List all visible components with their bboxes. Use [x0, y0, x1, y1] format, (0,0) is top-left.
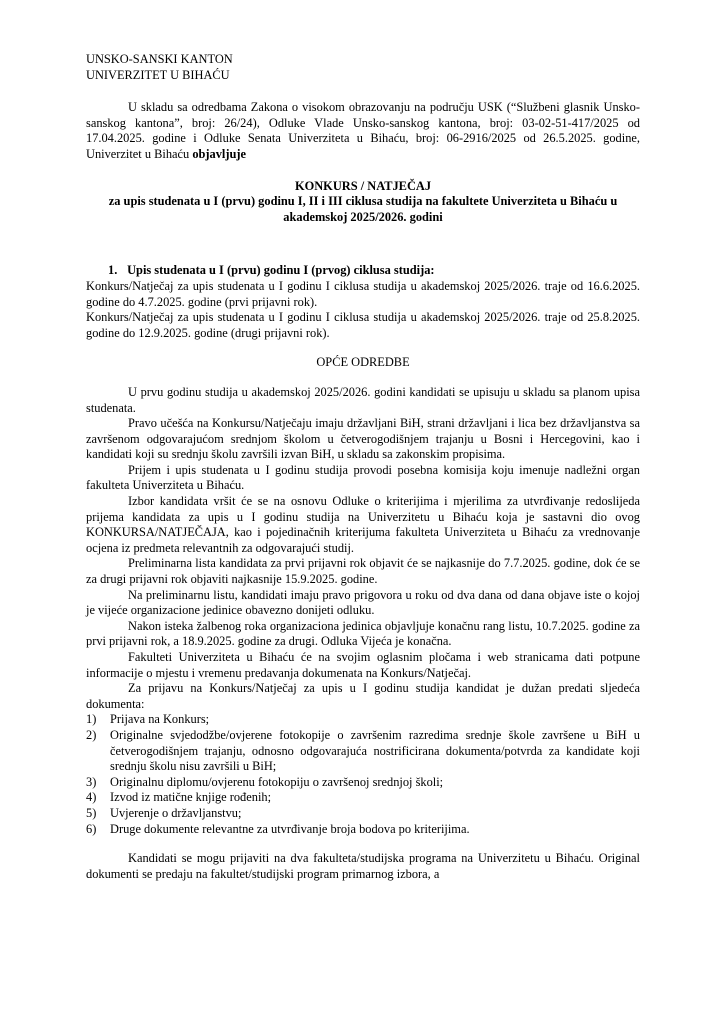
list-item-text: Uvjerenje o državljanstvu; [110, 805, 242, 820]
list-item [86, 728, 640, 775]
list-item-number: 3) [86, 774, 97, 789]
general-paragraph: Nakon isteka žalbenog roka organizaciona jedinica objavljuje konačnu rang listu, 10.7.2025. godine za prvi prijavni rok, a 18.9.2025. godine za drugi. Odluka Vijeća je konačna. [86, 618, 640, 649]
document-header [86, 52, 640, 83]
general-paragraph: Pravo učešća na Konkursu/Natječaju imaju državljani BiH, strani državljani i lica bez državljanstva sa završenom odgovarajućom srednjom školom u četverogodišnjem trajanju u Bosni i Hercegovini, kao i kandidati koji su srednju školu završili izvan BiH, u skladu sa zakonskim propisima. [86, 416, 640, 462]
intro-paragraph [86, 100, 640, 162]
list-item [86, 822, 640, 838]
required-documents-list [86, 712, 640, 837]
list-item [86, 790, 640, 806]
intro-bold: objavljuje [192, 146, 247, 161]
document-subtitle: za upis studenata u I (prvu) godinu I, II i III ciklusa studija na fakultete Univerziteta u Bihaću u akademskoj 2025/2026. godini [108, 194, 618, 224]
list-item-number: 6) [86, 821, 97, 836]
general-paragraph: U prvu godinu studija u akademskoj 2025/2026. godini kandidati se upisuju u skladu sa planom upisa studenata. [86, 384, 640, 415]
header-university: UNIVERZITET U BIHAĆU [86, 67, 230, 82]
section-1-number: 1. [108, 263, 118, 278]
general-paragraph: Prijem i upis studenata u I godinu studija provodi posebna komisija koju imenuje nadležni organ fakulteta Univerziteta u Bihaću. [86, 462, 640, 493]
general-paragraph: Za prijavu na Konkurs/Natječaj za upis u I godinu studija kandidat je dužan predati sljedeća dokumenta: [86, 681, 640, 711]
general-paragraph: Izbor kandidata vršit će se na osnovu Odluke o kriterijima i mjerilima za utvrđivanje redoslijeda prijema kandidata za upis u I godinu studija na Univerzitetu u Bihaću koja je sastavni dio ovog KONKURSA/NATJEČAJA, kao i pojedinačnih kriterijuma fakulteta Univerziteta u Bihaću za vrednovanje ocjena iz predmeta relevantnih za odgovarajući studij. [86, 494, 640, 555]
list-item-text: Originalnu diplomu/ovjerenu fotokopiju o završenoj srednjoj školi; [110, 774, 444, 789]
intro-text: U skladu sa odredbama Zakona o visokom obrazovanju na području USK (“Službeni glasnik Unsko-sanskog kantona”, broj: 26/24), Odluke Vlade Unsko-sanskog kantona, broj: 03-02-51-417/2025 od 17.04.2025. godine i Odluke Senata Univerziteta u Bihaću, broj: 06-2916/2025 od 26.5.2025. godine, Univerzitet u Bihaću [86, 100, 640, 161]
list-item-number: 1) [86, 712, 97, 727]
document-title: KONKURS / NATJEČAJ [294, 178, 432, 193]
list-item-number: 4) [86, 790, 97, 805]
general-provisions-title: OPĆE ODREDBE [316, 355, 410, 370]
section-1-first-deadline: Konkurs/Natječaj za upis studenata u I godinu I ciklusa studija u akademskoj 2025/2026. traje od 16.6.2025. godine do 4.7.2025. godine (prvi prijavni rok). [86, 278, 640, 309]
list-item-text: Originalne svjedodžbe/ovjerene fotokopije o završenim razredima srednje škole završene u BiH u četverogodišnjem trajanju, odnosno odgovarajuća nostrificirana dokumenta/potvrda za kandidate koji srednju školu nisu završili u BiH; [110, 727, 640, 774]
section-1-title: Upis studenata u I (prvu) godinu I (prvog) ciklusa studija: [127, 263, 435, 278]
list-item-text: Izvod iz matične knjige rođenih; [110, 790, 272, 805]
section-1-second-deadline: Konkurs/Natječaj za upis studenata u I godinu I ciklusa studija u akademskoj 2025/2026. traje od 25.8.2025. godine do 12.9.2025. godine (drugi prijavni rok). [86, 310, 640, 340]
list-item [86, 712, 640, 728]
final-paragraph: Kandidati se mogu prijaviti na dva fakulteta/studijska programa na Univerzitetu u Bihaću. Original dokumenti se predaju na fakultet/studijski program primarnog izbora, a [86, 851, 640, 881]
section-1-heading [108, 263, 640, 279]
list-item-text: Prijava na Konkurs; [110, 712, 210, 727]
list-item-number: 2) [86, 727, 97, 742]
general-paragraph: Preliminarna lista kandidata za prvi prijavni rok objavit će se najkasnije do 7.7.2025. godine, dok će se za drugi prijavni rok objaviti najkasnije 15.9.2025. godine. [86, 556, 640, 587]
header-canton: UNSKO-SANSKI KANTON [86, 52, 233, 66]
list-item-text: Druge dokumente relevantne za utvrđivanje broja bodova po kriterijima. [110, 821, 470, 836]
list-item [86, 806, 640, 822]
list-item-number: 5) [86, 805, 97, 820]
general-paragraph: Fakulteti Univerziteta u Bihaću će na svojim oglasnim pločama i web stranicama dati potpune informacije o mjestu i vremenu predavanja dokumenata na Konkurs/Natječaj. [86, 650, 640, 680]
list-item [86, 775, 640, 791]
general-paragraph: Na preliminarnu listu, kandidati imaju pravo prigovora u roku od dva dana od dana objave iste o kojoj je vijeće organizacione jedinice obavezno donijeti odluku. [86, 587, 640, 618]
